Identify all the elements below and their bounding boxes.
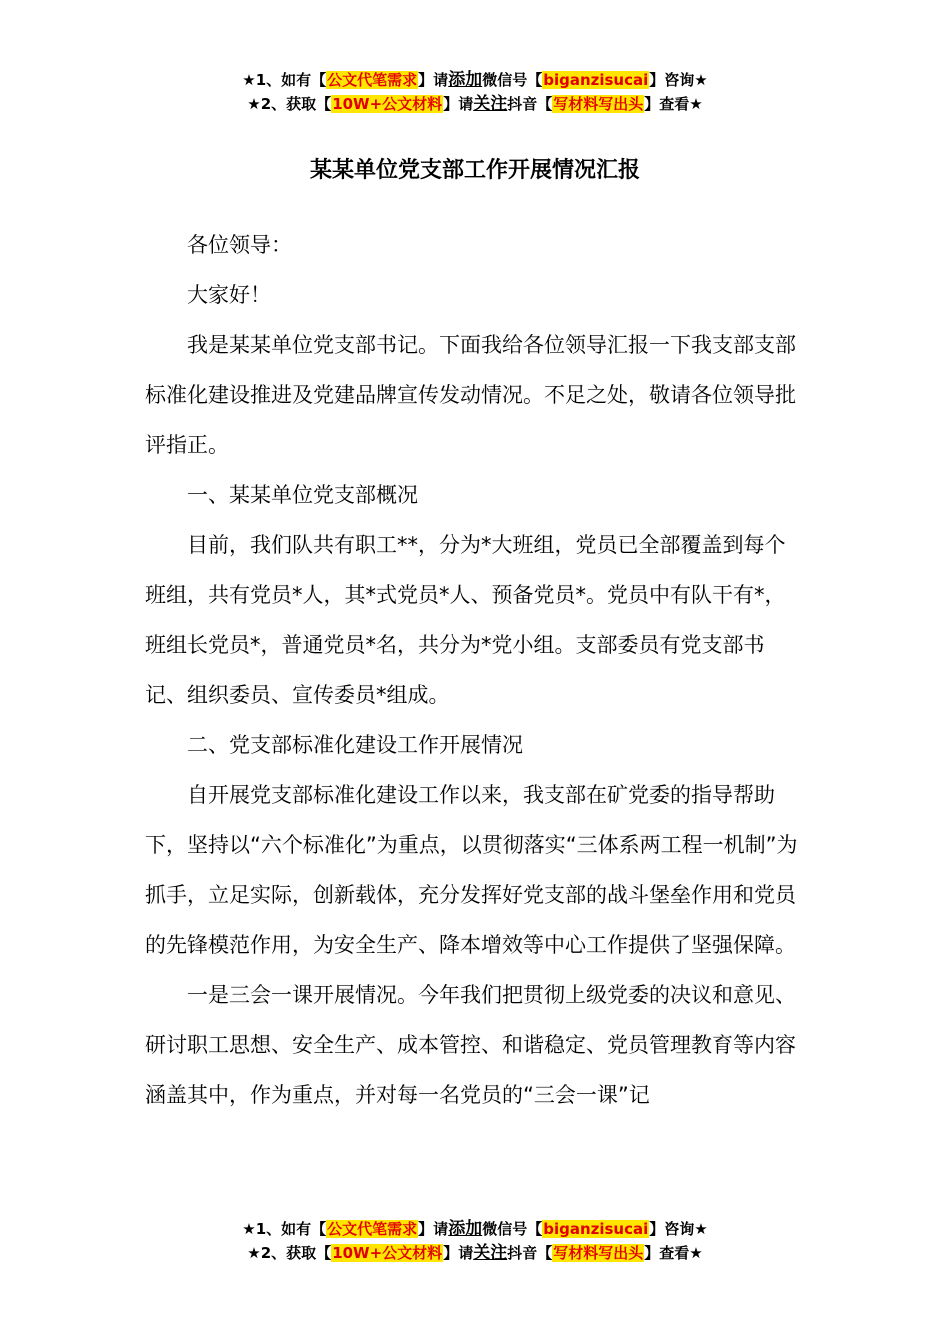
ad-emphasis: 关注 [473, 94, 508, 114]
header-ad [0, 68, 950, 116]
star-icon: ★ [242, 71, 256, 89]
paragraph: 我是某某单位党支部书记。下面我给各位领导汇报一下我支部支部标准化建设推进及党建品牌宣传发动情况。不足之处，敬请各位领导批评指正。 [145, 333, 796, 457]
ad-line-1: ★1、如有【公文代笔需求】请添加微信号【biganzisucai】咨询★ [242, 70, 708, 90]
ad-highlight: 10W+公文材料 [332, 1244, 443, 1262]
ad-highlight: 写材料写出头 [553, 1244, 644, 1262]
star-icon: ★ [694, 1220, 708, 1238]
greeting: 大家好！ [187, 283, 271, 307]
ad-highlight: 公文代笔需求 [327, 71, 418, 89]
ad-highlight: biganzisucai [543, 1220, 649, 1238]
star-icon: ★ [247, 1244, 261, 1262]
ad-line-2: ★2、获取【10W+公文材料】请关注抖音【写材料写出头】查看★ [247, 94, 703, 114]
salutation: 各位领导： [187, 233, 292, 257]
document-title: 某某单位党支部工作开展情况汇报 [309, 158, 640, 183]
footer-ad [0, 1217, 950, 1265]
ad-emphasis: 添加 [448, 1219, 483, 1239]
section-heading: 一、某某单位党支部概况 [187, 483, 418, 507]
document-body [145, 220, 805, 1120]
ad-highlight: biganzisucai [543, 71, 649, 89]
ad-highlight: 公文代笔需求 [327, 1220, 418, 1238]
ad-highlight: 写材料写出头 [553, 95, 644, 113]
paragraph: 自开展党支部标准化建设工作以来，我支部在矿党委的指导帮助下，坚持以“六个标准化”为重点，以贯彻落实“三体系两工程一机制”为抓手，立足实际，创新载体，充分发挥好党支部的战斗堡垒作用和党员的先锋模范作用，为安全生产、降本增效等中心工作提供了坚强保障。 [145, 783, 798, 957]
ad-line-2: ★2、获取【10W+公文材料】请关注抖音【写材料写出头】查看★ [247, 1243, 703, 1263]
star-icon: ★ [694, 71, 708, 89]
star-icon: ★ [242, 1220, 256, 1238]
star-icon: ★ [689, 95, 703, 113]
ad-highlight: 10W+公文材料 [332, 95, 443, 113]
section-heading: 二、党支部标准化建设工作开展情况 [187, 733, 523, 757]
star-icon: ★ [247, 95, 261, 113]
ad-emphasis: 关注 [473, 1243, 508, 1263]
ad-line-1: ★1、如有【公文代笔需求】请添加微信号【biganzisucai】咨询★ [242, 1219, 708, 1239]
ad-emphasis: 添加 [448, 70, 483, 90]
star-icon: ★ [689, 1244, 703, 1262]
paragraph: 目前，我们队共有职工**，分为*大班组，党员已全部覆盖到每个班组，共有党员*人，其*式党员*人、预备党员*。党员中有队干有*，班组长党员*，普通党员*名，共分为*党小组。支部委员有党支部书记、组织委员、宣传委员*组成。 [145, 533, 786, 707]
paragraph: 一是三会一课开展情况。今年我们把贯彻上级党委的决议和意见、研讨职工思想、安全生产、成本管控、和谐稳定、党员管理教育等内容涵盖其中，作为重点，并对每一名党员的“三会一课”记 [145, 983, 796, 1107]
